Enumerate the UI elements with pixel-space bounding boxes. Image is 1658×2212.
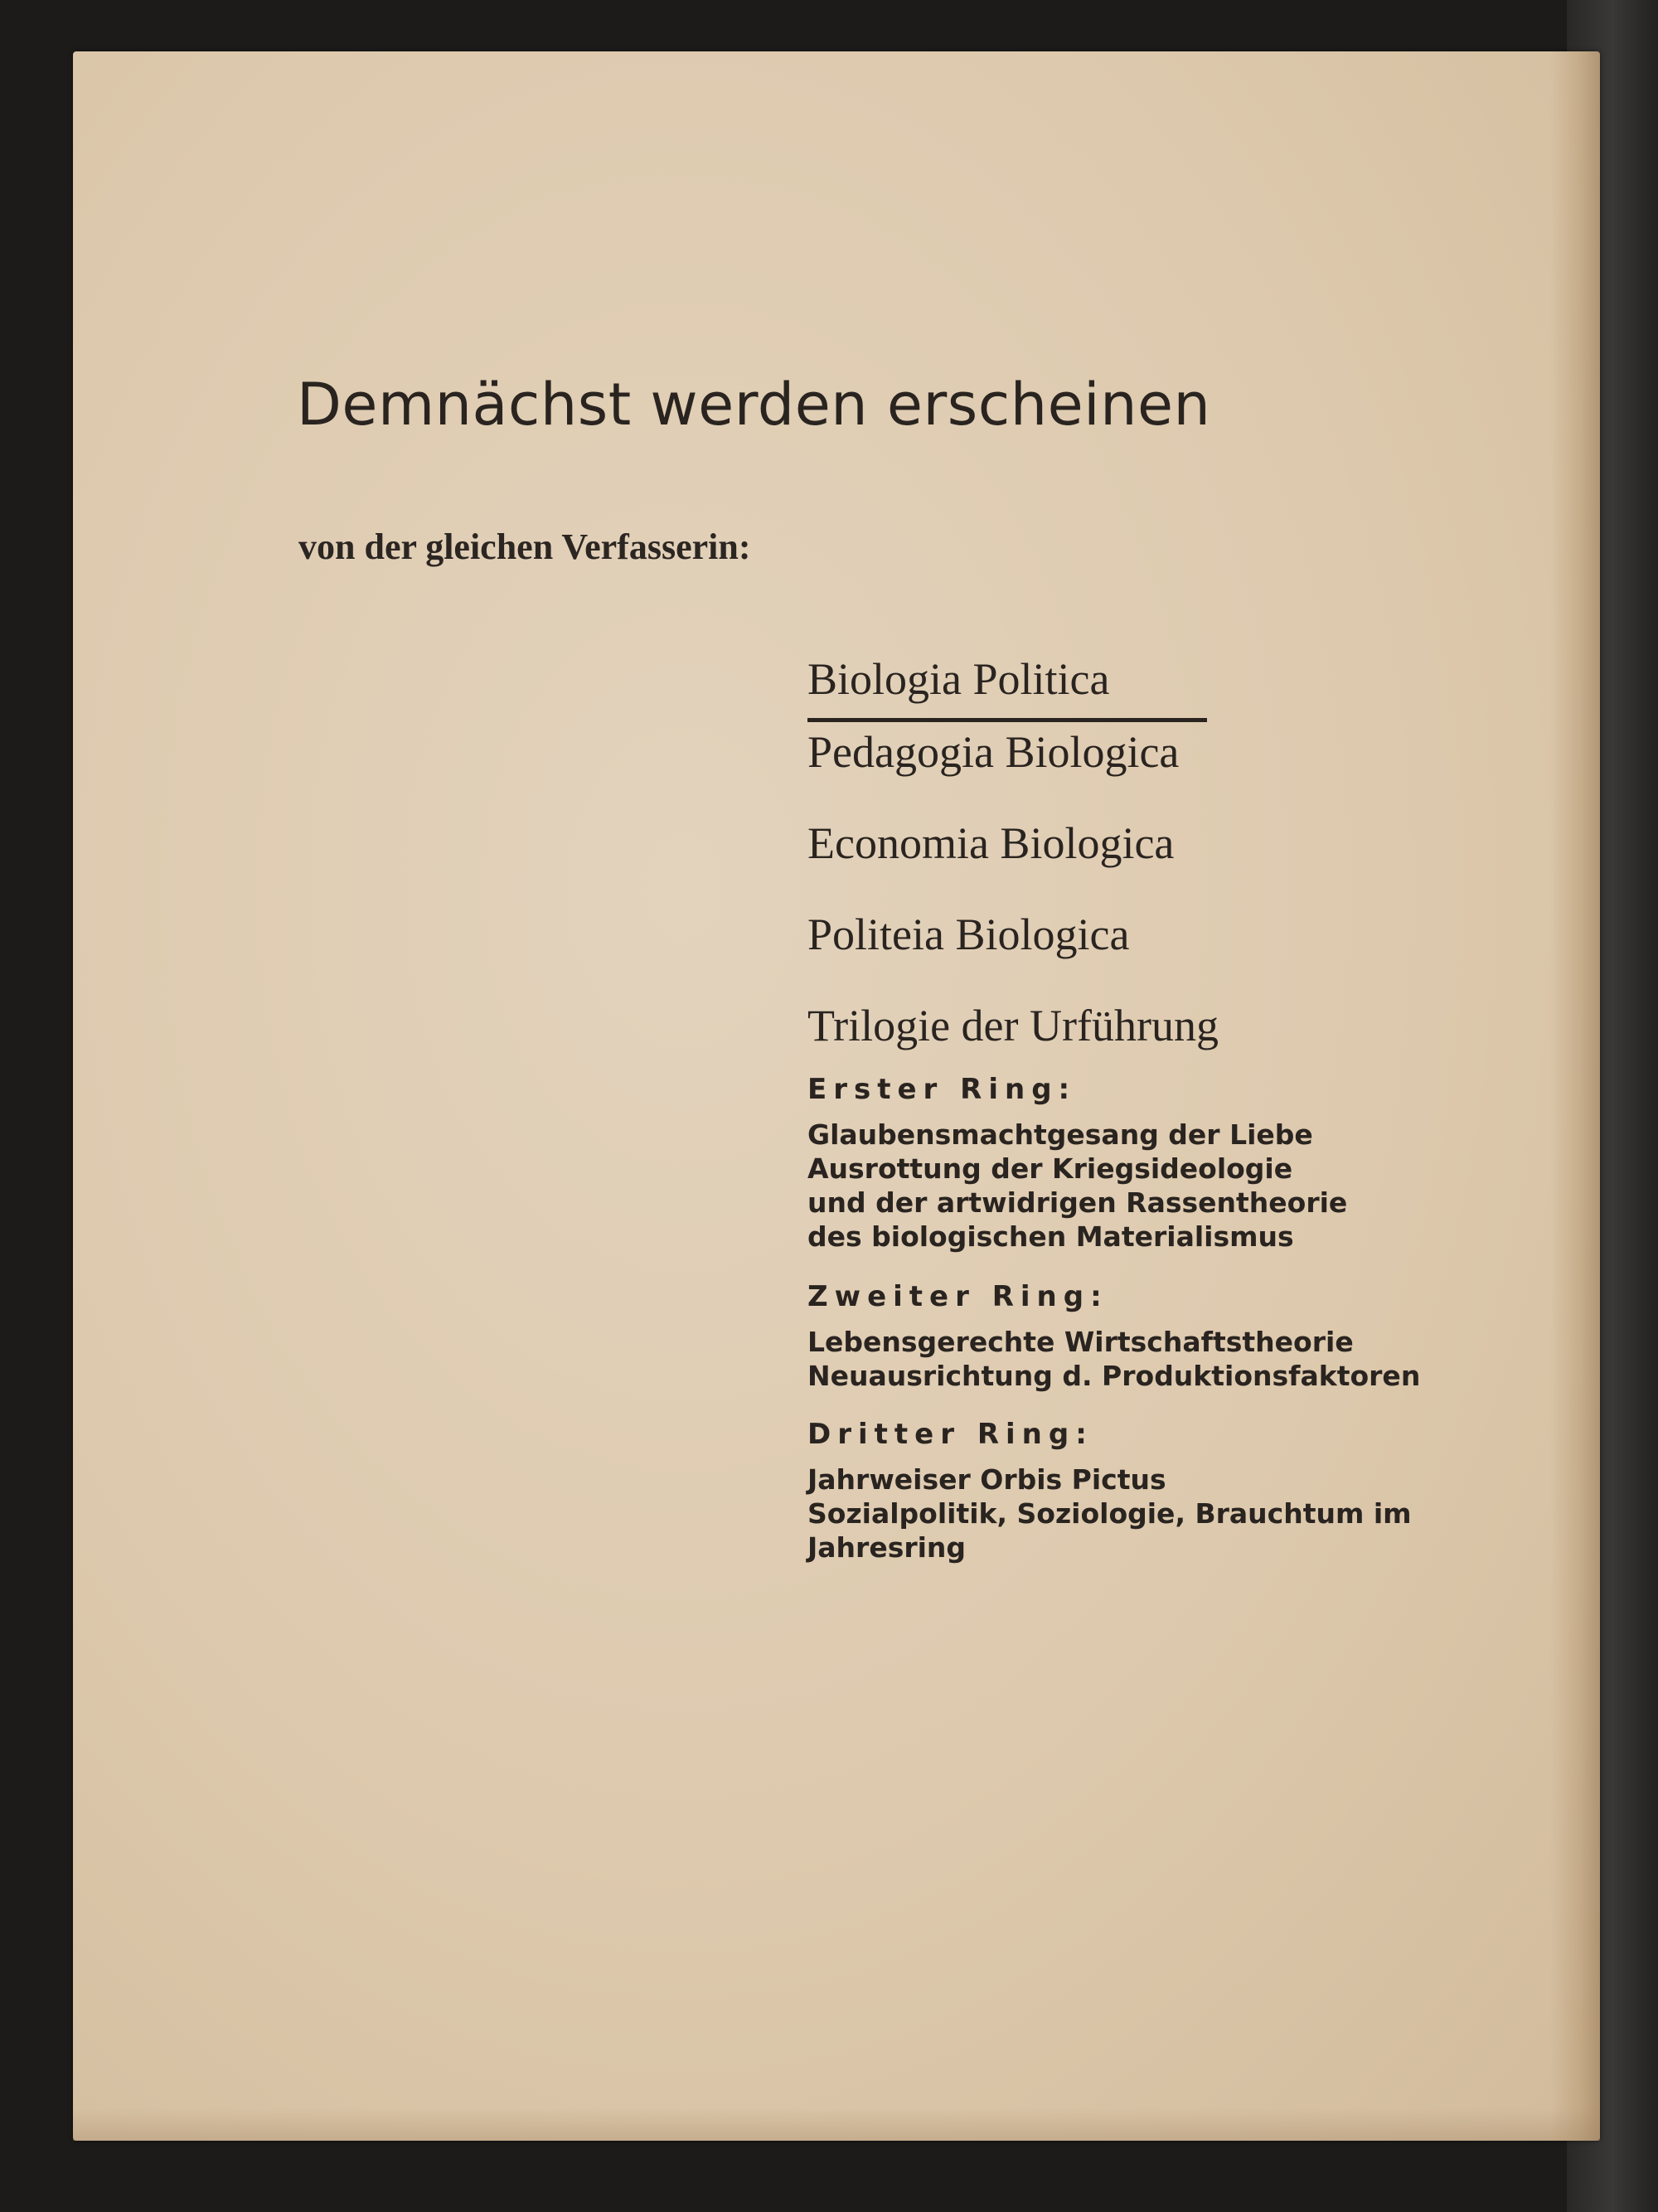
book-page (73, 51, 1600, 2141)
page-bottom-shadow (73, 2108, 1600, 2141)
ring-contents-first (807, 1118, 1347, 1254)
ring-contents-second (807, 1325, 1420, 1393)
title-item: Biologia Politica (807, 654, 1110, 704)
page-edge-shadow (1550, 51, 1600, 2141)
title-item: Trilogie der Urführung (807, 1001, 1219, 1050)
ring-heading-first: Erster Ring: (807, 1073, 1077, 1106)
ring-line: und der artwidrigen Rassentheorie (807, 1186, 1348, 1219)
title-item: Politeia Biologica (807, 910, 1130, 959)
ring-line: Lebensgerechte Wirtschaftstheorie (807, 1326, 1354, 1358)
ring-line: Ausrottung der Kriegsideologie (807, 1152, 1293, 1185)
title-item: Economia Biologica (807, 818, 1175, 868)
ring-line: Sozialpolitik, Soziologie, Brauchtum im (807, 1497, 1412, 1530)
ring-heading-second: Zweiter Ring: (807, 1280, 1108, 1313)
title-item: Pedagogia Biologica (807, 727, 1180, 777)
ring-line: Glaubensmachtgesang der Liebe (807, 1118, 1313, 1151)
ring-line: Neuausrichtung d. Produktionsfaktoren (807, 1360, 1421, 1392)
ring-line: Jahresring (807, 1531, 967, 1564)
ring-heading-third: Dritter Ring: (807, 1418, 1093, 1451)
ring-contents-third (807, 1463, 1412, 1564)
page-subheading: von der gleichen Verfasserin: (298, 526, 751, 567)
page-heading: Demnächst werden erscheinen (297, 371, 1211, 439)
ring-line: des biologischen Materialismus (807, 1220, 1294, 1253)
ring-line: Jahrweiser Orbis Pictus (807, 1463, 1166, 1496)
title-underline-rule (807, 718, 1207, 722)
